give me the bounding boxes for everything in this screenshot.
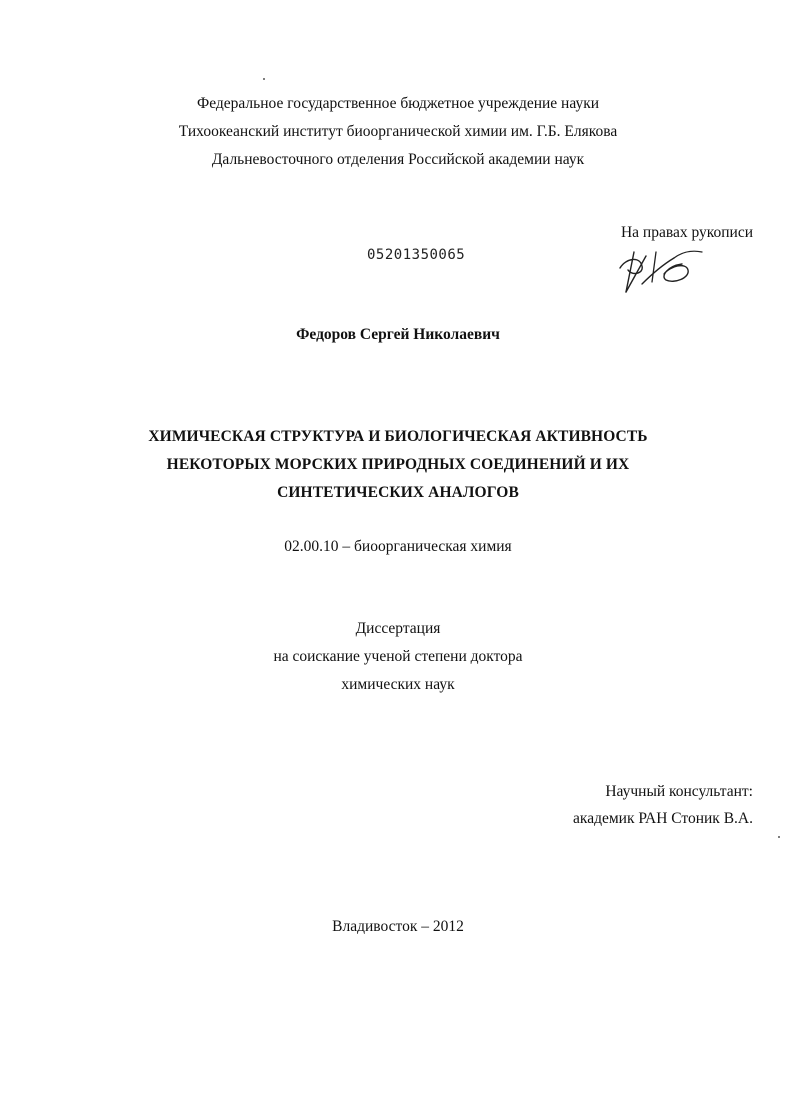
scan-speck	[778, 836, 780, 838]
consultant-name: академик РАН Стоник В.А.	[573, 810, 753, 827]
title-line-1: ХИМИЧЕСКАЯ СТРУКТУРА И БИОЛОГИЧЕСКАЯ АКТИВНОСТЬ	[148, 428, 648, 445]
institution-line-3: Дальневосточного отделения Российской академии наук	[211, 151, 585, 168]
dissertation-line-1: Диссертация	[355, 620, 441, 637]
institution-line-2: Тихоокеанский институт биоорганической химии им. Г.Б. Елякова	[178, 123, 618, 140]
dissertation-line-2: на соискание ученой степени доктора	[273, 648, 523, 665]
scan-speck	[263, 78, 265, 80]
dissertation-line-3: химических наук	[341, 676, 455, 693]
consultant-label: Научный консультант:	[605, 783, 753, 800]
specialty: 02.00.10 – биоорганическая химия	[284, 538, 512, 555]
institution-line-1: Федеральное государственное бюджетное учреждение науки	[196, 95, 600, 112]
manuscript-note: На правах рукописи	[620, 224, 753, 241]
author-name: Федоров Сергей Николаевич	[296, 326, 500, 343]
signature-icon	[612, 244, 712, 300]
catalog-number: 05201350065	[367, 247, 466, 263]
place-year: Владивосток – 2012	[332, 918, 464, 935]
title-line-2: НЕКОТОРЫХ МОРСКИХ ПРИРОДНЫХ СОЕДИНЕНИЙ И ИХ	[166, 456, 630, 473]
title-line-3: СИНТЕТИЧЕСКИХ АНАЛОГОВ	[277, 484, 519, 501]
